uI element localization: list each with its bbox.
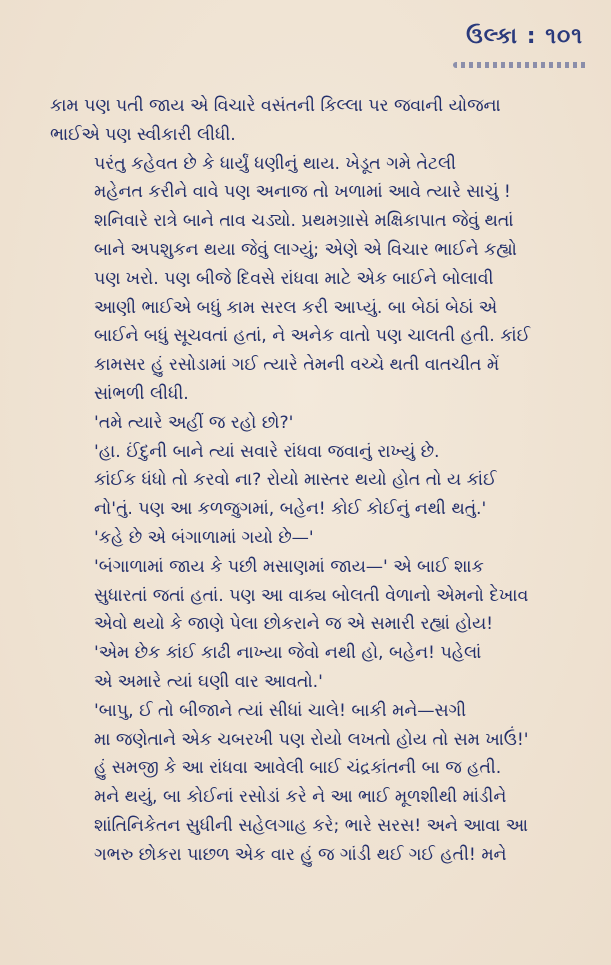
text-line: પરંતુ કહેવત છે કે ધાર્યું ધણીનું થાય. ખેડૂત ગમે તેટલી bbox=[94, 153, 456, 174]
text-line: બાને અપશુકન થયા જેવું લાગ્યું; એણે એ વિચાર ભાઈને કહ્યો bbox=[94, 239, 517, 260]
text-line: કામસર હું રસોડામાં ગઈ ત્યારે તેમની વચ્ચે થતી વાતચીત મેં bbox=[94, 355, 500, 376]
text-line: કામ પણ પતી જાય એ વિચારે વસંતની કિલ્લા પર જવાની યોજના bbox=[50, 96, 501, 116]
text-line: 'હા. ઈંદુની બાને ત્યાં સવારે રાંધવા જવાનું રાખ્યું છે. bbox=[94, 441, 440, 462]
text-line: હું સમજી કે આ રાંધવા આવેલી બાઈ ચંદ્રકાંતની બા જ હતી. bbox=[94, 758, 502, 779]
text-line: પણ ખરો. પણ બીજે દિવસે રાંધવા માટે એક બાઈને બોલાવી bbox=[94, 268, 494, 289]
text-line: બાઈને બધું સૂચવતાં હતાં, ને અનેક વાતો પણ ચાલતી હતી. કાંઈ bbox=[94, 326, 530, 347]
text-line: એવો થયો કે જાણે પેલા છોકરાને જ એ સમારી રહ્યાં હોય! bbox=[94, 614, 494, 635]
text-line: મા જણેતાને એક ચબરખી પણ રોયો લખતો હોય તો સમ ખાઉં!' bbox=[94, 729, 529, 750]
paragraph bbox=[50, 409, 580, 438]
text-line: નો'તું. પણ આ કળજુગમાં, બહેન! કોઈ કોઈનું નથી થતું.' bbox=[94, 499, 487, 520]
text-line: શનિવારે રાત્રે બાને તાવ ચડ્યો. પ્રથમગ્રાસે મક્ષિકાપાત જેવું થતાં bbox=[94, 211, 514, 232]
text-line: સુધારતાં જતાં હતાં. પણ આ વાક્ય બોલતી વેળાનો એમનો દેખાવ bbox=[94, 585, 529, 606]
text-line: ભાઈએ પણ સ્વીકારી લીધી. bbox=[50, 124, 236, 145]
text-line: સાંભળી લીધી. bbox=[94, 383, 189, 404]
paragraph bbox=[50, 92, 580, 150]
text-line: મહેનત કરીને વાવે પણ અનાજ તો ખળામાં આવે ત્યારે સાચું ! bbox=[94, 182, 511, 203]
paragraph bbox=[50, 754, 580, 869]
text-line: 'તમે ત્યારે અહીં જ રહો છો?' bbox=[94, 412, 294, 433]
paragraph bbox=[50, 438, 580, 524]
text-line: 'એમ છેક કાંઈ કાઢી નાખ્યા જેવો નથી હો, બહેન! પહેલાં bbox=[94, 643, 482, 664]
paragraph bbox=[50, 639, 580, 697]
page-body bbox=[50, 92, 580, 870]
text-line: આણી ભાઈએ બધું કામ સરલ કરી આપ્યું. બા બેઠાં બેઠાં એ bbox=[94, 297, 498, 318]
text-line: એ અમારે ત્યાં ઘણી વાર આવતો.' bbox=[94, 671, 323, 692]
text-line: મને થયું, બા કોઈનાં રસોડાં કરે ને આ ભાઈ મૂળશીથી માંડીને bbox=[94, 787, 507, 808]
text-line: 'બાપુ, ઈ તો બીજાને ત્યાં સીધાં ચાલે! બાકી મને—સગી bbox=[94, 700, 467, 721]
text-line: 'કહે છે એ બંગાળામાં ગયો છે—' bbox=[94, 527, 314, 548]
text-line: શાંતિનિકેતન સુધીની સહેલગાહ કરે; ભારે સરસ! અને આવા આ bbox=[94, 815, 528, 836]
running-head: ઉલ્કા : ૧૦૧ bbox=[466, 24, 583, 49]
paragraph bbox=[50, 524, 580, 553]
paragraph bbox=[50, 150, 580, 409]
text-line: કાંઈક ધંધો તો કરવો ના? રોયો માસ્તર થયો હોત તો ય કાંઈ bbox=[94, 470, 497, 491]
header-ornament bbox=[453, 62, 589, 68]
paragraph bbox=[50, 553, 580, 639]
text-line: 'બંગાળામાં જાય કે પછી મસાણમાં જાય—' એ બાઈ શાક bbox=[94, 556, 484, 577]
paragraph bbox=[50, 697, 580, 755]
text-line: ગભરુ છોકરા પાછળ એક વાર હું જ ગાંડી થઈ ગઈ હતી! મને bbox=[94, 844, 507, 865]
